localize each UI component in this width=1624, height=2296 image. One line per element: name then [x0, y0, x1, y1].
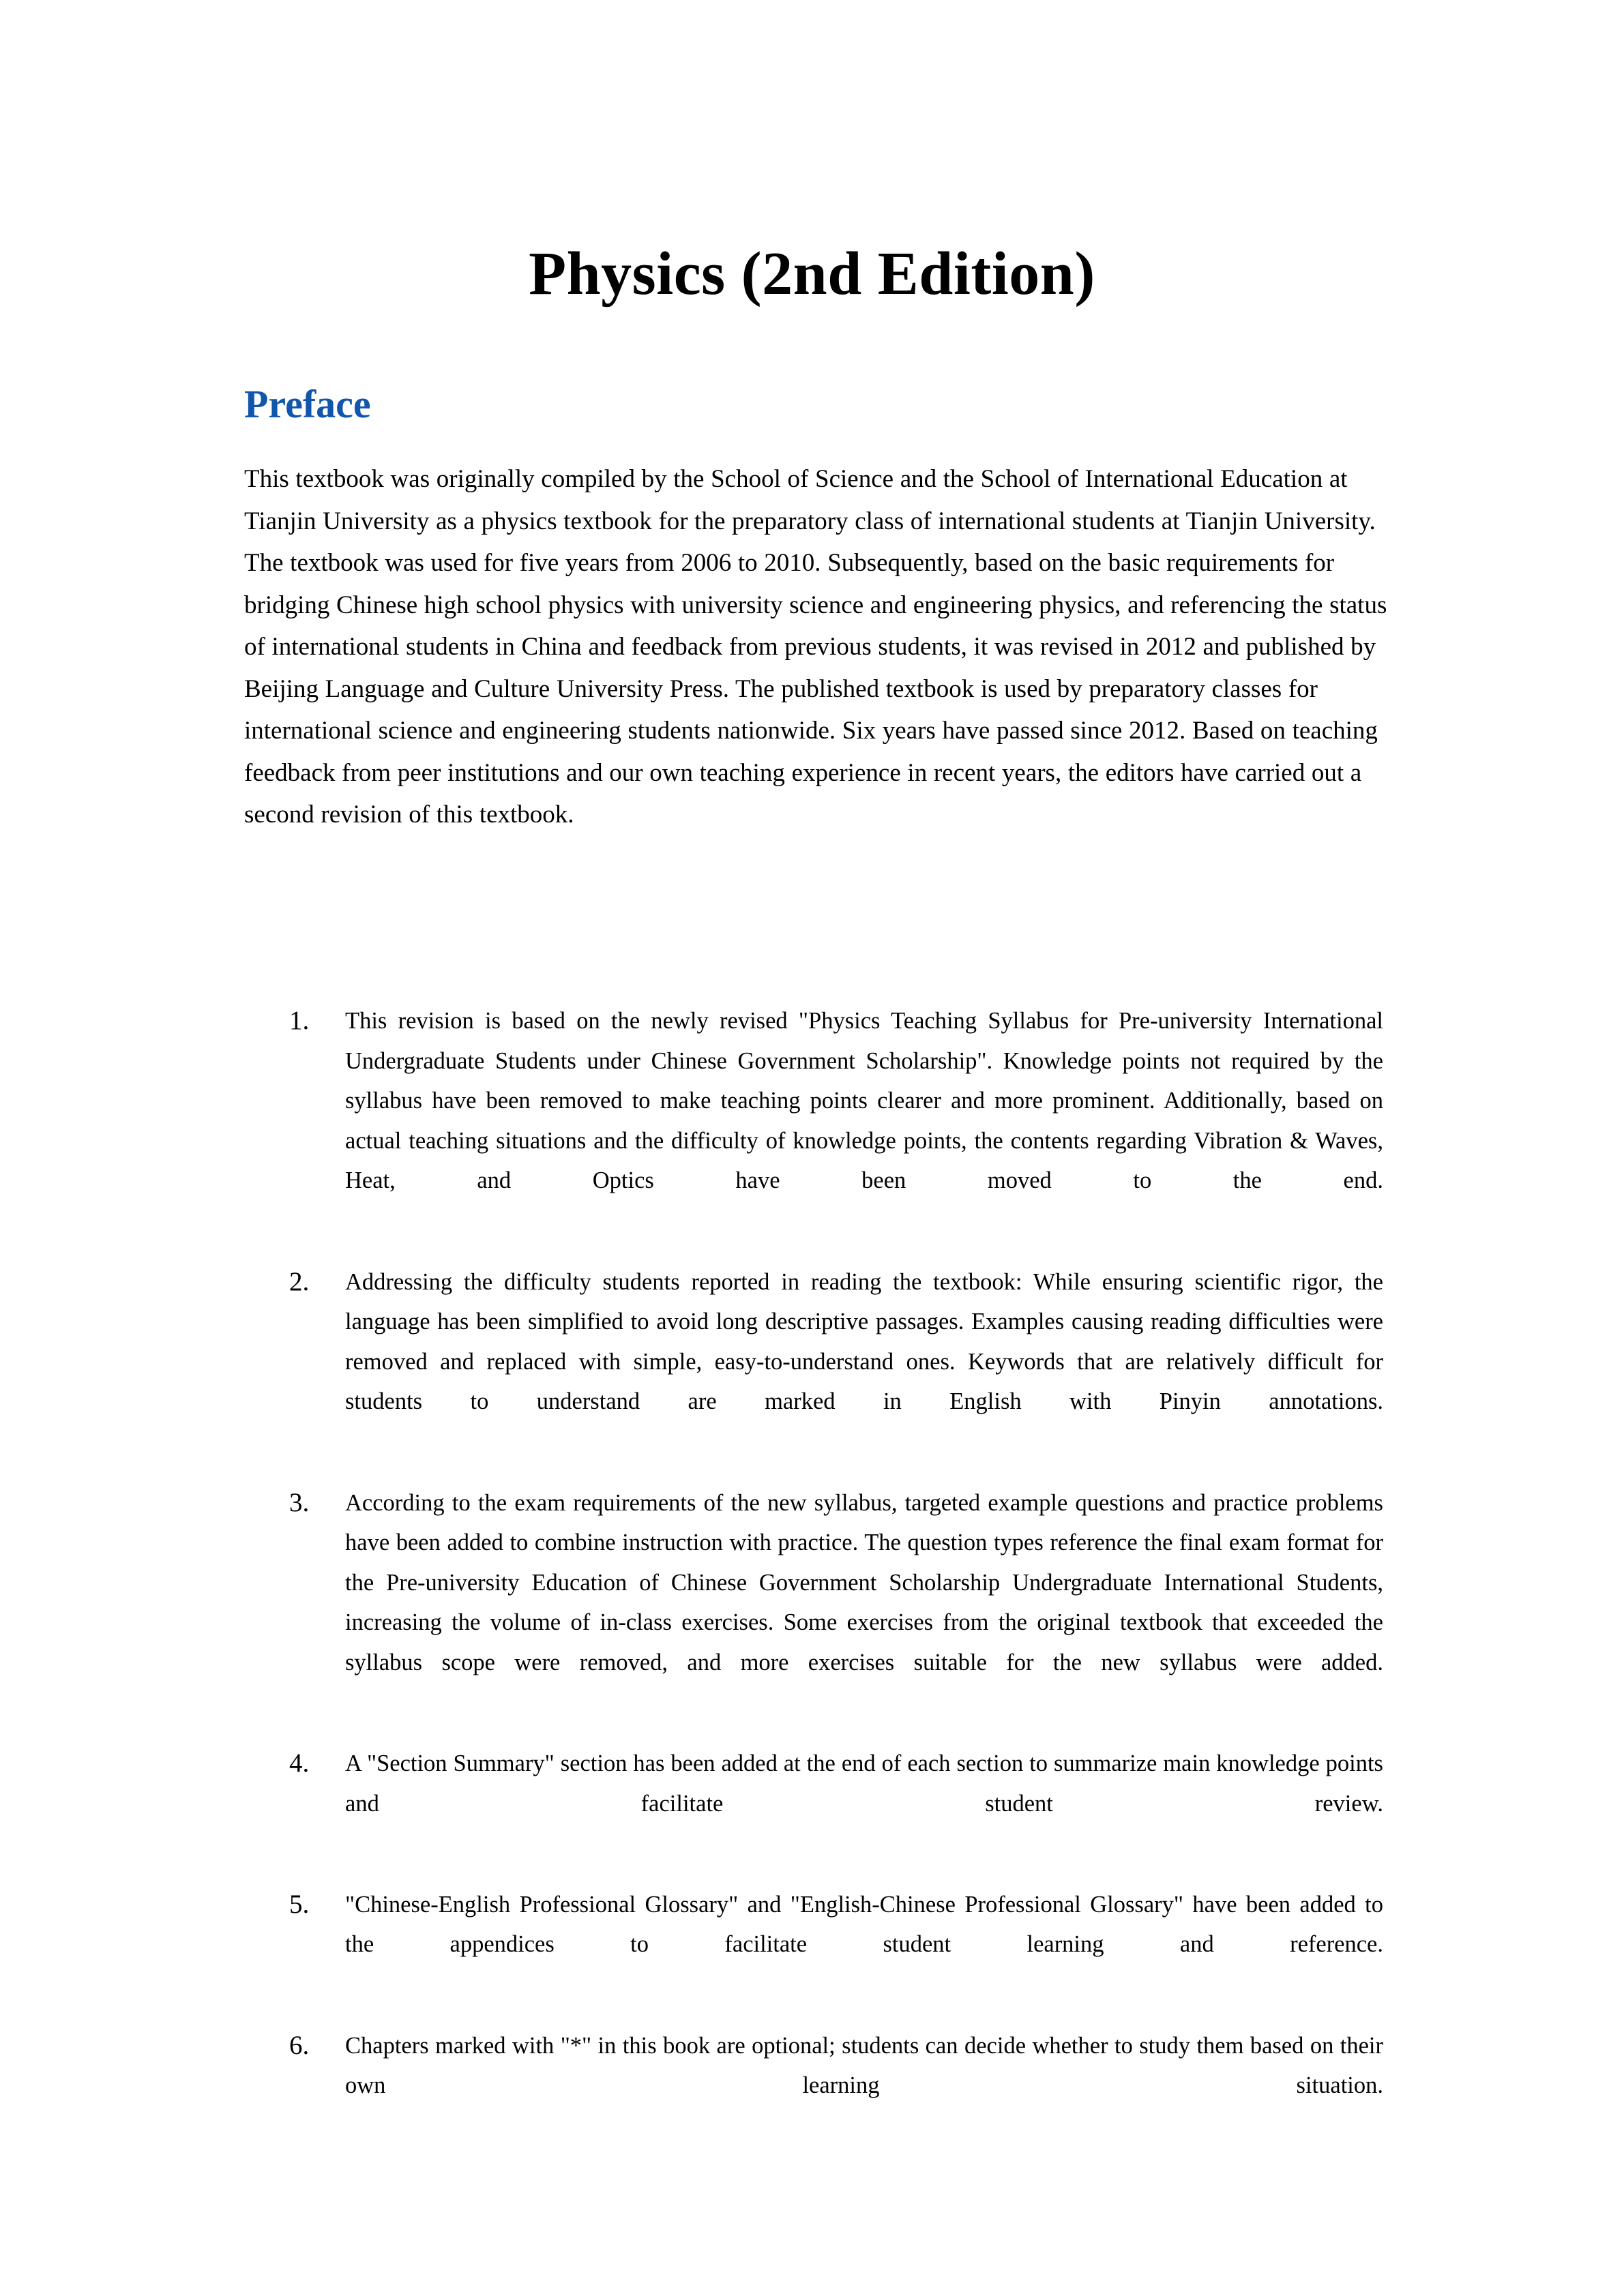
revision-points-list	[244, 1001, 1383, 2145]
list-item-text: Chapters marked with "*" in this book are optional; students can decide whether to study them based on their own learning situation.	[345, 2032, 1383, 2099]
intro-paragraph: This textbook was originally compiled by the School of Science and the School of International Education at Tianjin University as a physics textbook for the preparatory class of international students at Tianjin University. The textbook was used for five years from 2006 to 2010. Subsequently, based on the basic requirements for bridging Chinese high school physics with university science and engineering physics, and referencing the status of international students in China and feedback from previous students, it was revised in 2012 and published by Beijing Language and Culture University Press. The published textbook is used by preparatory classes for international science and engineering students nationwide. Six years have passed since 2012. Based on teaching feedback from peer institutions and our own teaching experience in recent years, the editors have carried out a second revision of this textbook.	[244, 465, 1387, 829]
list-item	[244, 1744, 1383, 1864]
list-item-text: A "Section Summary" section has been added at the end of each section to summarize main knowledge points and facilitate student review.	[345, 1750, 1383, 1817]
list-item	[244, 2026, 1383, 2146]
list-marker: 3.	[289, 1487, 310, 1517]
list-item	[244, 1001, 1383, 1241]
list-item	[244, 1885, 1383, 2005]
list-item	[244, 1483, 1383, 1723]
list-marker: 5.	[289, 1889, 310, 1919]
list-marker: 2.	[289, 1266, 310, 1296]
list-item-text: "Chinese-English Professional Glossary" and "English-Chinese Professional Glossary" have been added to the appendices to facilitate student learning and reference.	[345, 1891, 1383, 1958]
list-marker: 1.	[289, 1006, 310, 1035]
list-item-text: According to the exam requirements of the new syllabus, targeted example questions and practice problems have been added to combine instruction with practice. The question types reference the final exam format for the Pre-university Education of Chinese Government Scholarship Undergraduate International Students, increasing the volume of in-class exercises. Some exercises from the original textbook that exceeded the syllabus scope were removed, and more exercises suitable for the new syllabus were added.	[345, 1489, 1383, 1675]
list-item-text: Addressing the difficulty students reported in reading the textbook: While ensuring scientific rigor, the language has been simplified to avoid long descriptive passages. Examples causing reading difficulties were removed and replaced with simple, easy-to-understand ones. Keywords that are relatively difficult for students to understand are marked in English with Pinyin annotations.	[345, 1268, 1383, 1415]
list-item-text: This revision is based on the newly revised "Physics Teaching Syllabus for Pre-university International Undergraduate Students under Chinese Government Scholarship". Knowledge points not required by the syllabus have been removed to make teaching points clearer and more prominent. Additionally, based on actual teaching situations and the difficulty of knowledge points, the contents regarding Vibration & Waves, Heat, and Optics have been moved to the end.	[345, 1008, 1383, 1194]
section-heading-preface: Preface	[244, 382, 371, 427]
list-marker: 4.	[289, 1748, 310, 1778]
list-marker: 6.	[289, 2030, 310, 2060]
page-title: Physics (2nd Edition)	[529, 240, 1095, 308]
intro-block	[244, 458, 1389, 836]
list-item	[244, 1262, 1383, 1462]
